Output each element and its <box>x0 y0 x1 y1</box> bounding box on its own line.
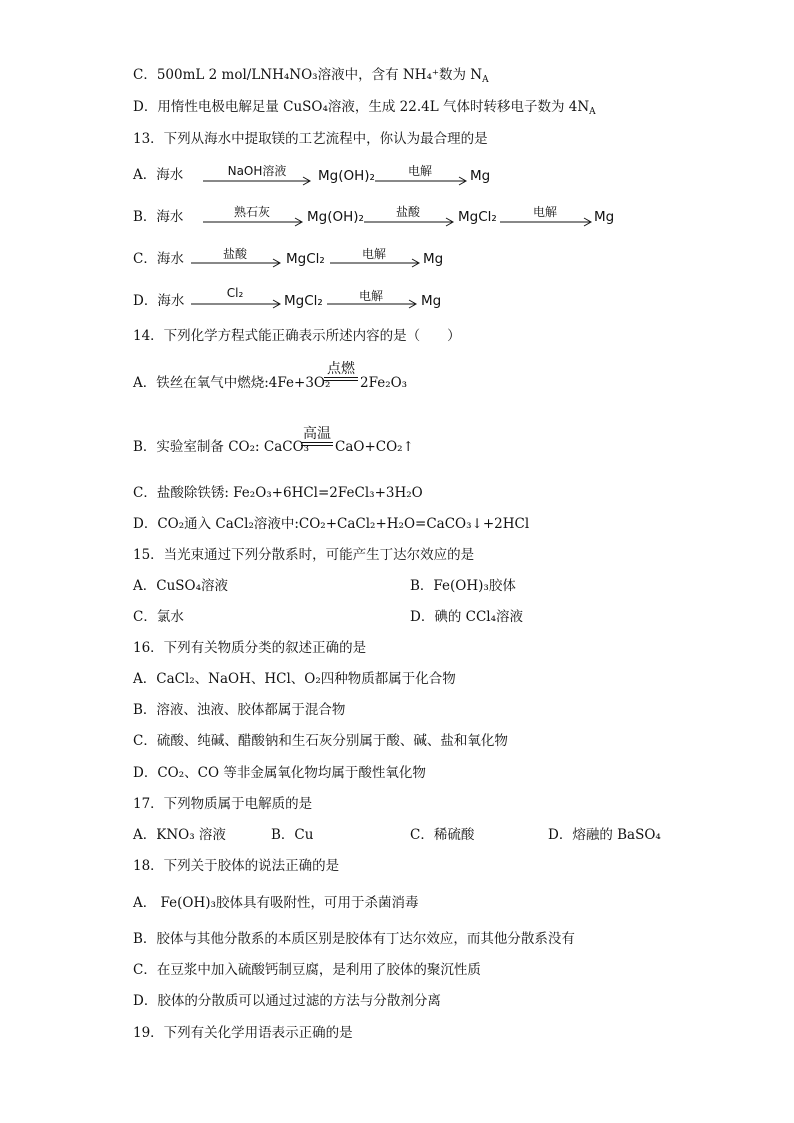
q13-b-product-2: MgCl₂ <box>458 209 497 225</box>
question-15-stem: 15．当光束通过下列分散系时，可能产生丁达尔效应的是 <box>133 547 475 563</box>
q13-c-product-2: Mg <box>423 251 444 267</box>
question-19-stem: 19．下列有关化学用语表示正确的是 <box>133 1025 353 1041</box>
q13-c-condition-1: 盐酸 <box>222 247 247 261</box>
q13-a-arrow-1 <box>203 177 311 185</box>
q14-b-condition: 高温 <box>303 426 331 442</box>
q16-option-a: A．CaCl₂、NaOH、HCl、O₂四种物质都属于化合物 <box>133 671 456 687</box>
q13-d-arrow-2 <box>327 300 417 308</box>
q13-option-d-label: D．海水 <box>133 293 185 309</box>
q15-option-d: D．碘的 CCl₄溶液 <box>410 609 524 625</box>
q12-option-d: D．用惰性电极电解足量 CuSO₄溶液，生成 22.4L 气体时转移电子数为 $4N_A$ <box>133 99 596 117</box>
q14-a-equals-sign <box>324 377 358 381</box>
q18-option-a: A． Fe(OH)₃胶体具有吸附性，可用于杀菌消毒 <box>133 895 419 911</box>
q14-option-a-left: A．铁丝在氧气中燃烧:4Fe+3O₂ <box>133 375 331 391</box>
q13-d-product-2: Mg <box>421 293 442 309</box>
q13-d-arrow-1 <box>191 300 281 308</box>
q12-option-c: C．500mL 2 mol/LNH₄NO₃溶液中，含有 NH₄⁺数为 $N_A$ <box>133 67 489 85</box>
q13-b-condition-2: 盐酸 <box>395 205 420 219</box>
q13-a-product-1: Mg(OH)₂ <box>318 168 375 184</box>
q14-option-d: D．CO₂通入 CaCl₂溶液中:CO₂+CaCl₂+H₂O=CaCO₃↓+2HCl <box>133 516 530 532</box>
q13-b-condition-3: 电解 <box>532 205 557 219</box>
q13-d-product-1: MgCl₂ <box>284 293 323 309</box>
question-17-stem: 17．下列物质属于电解质的是 <box>133 796 313 812</box>
question-14-stem: 14．下列化学方程式能正确表示所述内容的是（ ） <box>133 328 461 344</box>
question-13-stem: 13．下列从海水中提取镁的工艺流程中，你认为最合理的是 <box>133 131 488 147</box>
q15-option-c: C．氯水 <box>133 609 184 625</box>
q14-option-c: C．盐酸除铁锈: Fe₂O₃+6HCl=2FeCl₃+3H₂O <box>133 485 423 501</box>
q15-option-a: A．CuSO₄溶液 <box>133 578 229 594</box>
q13-b-product-1: Mg(OH)₂ <box>307 209 364 225</box>
q14-b-equals-sign <box>301 442 333 446</box>
q18-option-d: D．胶体的分散质可以通过过滤的方法与分散剂分离 <box>133 993 441 1009</box>
q13-d-condition-2: 电解 <box>358 289 383 303</box>
q15-option-b: B．Fe(OH)₃胶体 <box>410 578 516 594</box>
q16-option-b: B．溶液、浊液、胶体都属于混合物 <box>133 702 346 718</box>
q13-b-arrow-2 <box>364 218 454 226</box>
q17-option-a: A．KNO₃ 溶液 <box>133 827 226 843</box>
q17-option-c: C．稀硫酸 <box>410 827 475 843</box>
q13-a-condition-2: 电解 <box>407 164 432 178</box>
q13-c-condition-2: 电解 <box>361 247 386 261</box>
q18-option-c: C．在豆浆中加入硫酸钙制豆腐，是利用了胶体的聚沉性质 <box>133 962 481 978</box>
q16-option-c: C．硫酸、纯碱、醋酸钠和生石灰分别属于酸、碱、盐和氧化物 <box>133 733 508 749</box>
q13-c-arrow-1 <box>191 259 281 267</box>
q14-option-b-right: CaO+CO₂↑ <box>335 439 414 455</box>
q13-b-condition-1: 熟石灰 <box>233 205 270 219</box>
q13-a-arrow-2 <box>375 177 467 185</box>
q13-c-product-1: MgCl₂ <box>286 251 325 267</box>
q17-option-b: B．Cu <box>271 827 314 843</box>
q13-b-arrow-1 <box>203 218 303 226</box>
q18-option-b: B．胶体与其他分散系的本质区别是胶体有丁达尔效应，而其他分散系没有 <box>133 931 575 947</box>
q13-b-arrow-3 <box>500 218 592 226</box>
question-18-stem: 18．下列关于胶体的说法正确的是 <box>133 858 340 874</box>
q13-a-product-2: Mg <box>470 168 491 184</box>
q16-option-d: D．CO₂、CO 等非金属氧化物均属于酸性氧化物 <box>133 765 426 781</box>
q13-option-b-label: B．海水 <box>133 209 184 225</box>
q14-option-b-left: B．实验室制备 CO₂: CaCO₃ <box>133 439 310 455</box>
q13-option-c-label: C．海水 <box>133 251 184 267</box>
q13-option-a-label: A．海水 <box>133 167 184 183</box>
q13-b-product-3: Mg <box>594 209 615 225</box>
q14-a-condition: 点燃 <box>327 361 355 377</box>
question-16-stem: 16．下列有关物质分类的叙述正确的是 <box>133 640 367 656</box>
q13-a-condition-1: NaOH溶液 <box>227 164 287 178</box>
q17-option-d: D．熔融的 BaSO₄ <box>548 827 661 843</box>
q13-d-condition-1: Cl₂ <box>226 286 244 300</box>
q14-option-a-right: 2Fe₂O₃ <box>360 375 408 391</box>
q13-c-arrow-2 <box>330 259 420 267</box>
